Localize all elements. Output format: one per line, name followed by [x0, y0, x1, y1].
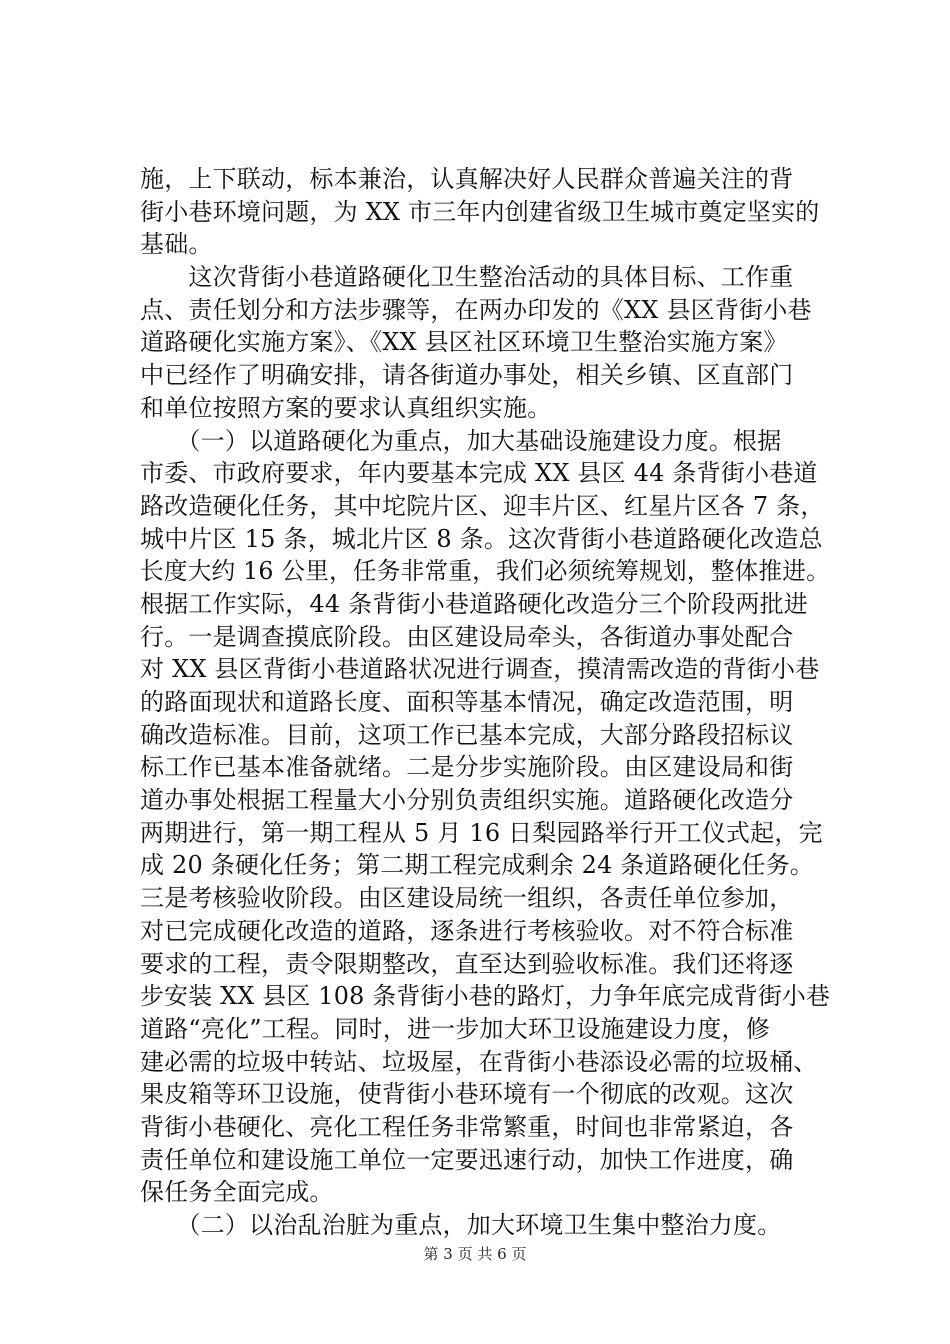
- text-line: 长度大约 16 公里，任务非常重，我们必须统筹规划，整体推进。: [140, 557, 830, 586]
- text-line: 的路面现状和道路长度、面积等基本情况，确定改造范围，明: [140, 688, 794, 716]
- text-line: 和单位按照方案的要求认真组织实施。: [140, 393, 552, 422]
- text-line: 两期进行，第一期工程从 5 月 16 日梨园路举行开工仪式起，完: [140, 818, 823, 847]
- text-line: 行。一是调查摸底阶段。由区建设局牵头，各街道办事处配合: [140, 622, 794, 651]
- text-line: 道办事处根据工程量大小分别负责组织实施。道路硬化改造分: [140, 786, 794, 815]
- text-line: 点、责任划分和方法步骤等，在两办印发的《XX 县区背街小巷: [140, 295, 812, 324]
- text-line: （二）以治乱治脏为重点，加大环境卫生集中整治力度。: [140, 1211, 782, 1239]
- text-line: 城中片区 15 条，城北片区 8 条。这次背街小巷道路硬化改造总: [140, 524, 823, 553]
- text-line: 建必需的垃圾中转站、垃圾屋，在背街小巷添设必需的垃圾桶、: [140, 1047, 818, 1076]
- text-line: 保任务全面完成。: [140, 1178, 334, 1207]
- text-line: 确改造标准。目前，这项工作已基本完成，大部分路段招标议: [140, 720, 794, 749]
- text-line: 街小巷环境问题，为 XX 市三年内创建省级卫生城市奠定坚实的: [140, 197, 820, 226]
- text-line: 责任单位和建设施工单位一定要迅速行动，加快工作进度，确: [140, 1145, 794, 1174]
- text-line: 道路“亮化”工程。同时，进一步加大环卫设施建设力度，修: [140, 1014, 770, 1043]
- text-line: 基础。: [140, 230, 213, 259]
- text-line: 对已完成硬化改造的道路，逐条进行考核验收。对不符合标准: [140, 916, 794, 945]
- text-line: 道路硬化实施方案》、《XX 县区社区环境卫生整治实施方案》: [140, 328, 788, 357]
- body-text: [140, 163, 830, 1242]
- text-line: 根据工作实际，44 条背街小巷道路硬化改造分三个阶段两批进: [140, 589, 808, 618]
- text-line: 要求的工程，责令限期整改，直至达到验收标准。我们还将逐: [140, 949, 794, 978]
- text-line: 步安装 XX 县区 108 条背街小巷的路灯，力争年底完成背街小巷: [140, 982, 831, 1011]
- text-line: 这次背街小巷道路硬化卫生整治活动的具体目标、工作重: [140, 263, 794, 292]
- text-line: 三是考核验收阶段。由区建设局统一组织，各责任单位参加，: [140, 884, 794, 913]
- text-line: 中已经作了明确安排，请各街道办事处，相关乡镇、区直部门: [140, 361, 794, 390]
- text-line: 标工作已基本准备就绪。二是分步实施阶段。由区建设局和街: [140, 753, 794, 782]
- text-line: 果皮箱等环卫设施，使背街小巷环境有一个彻底的改观。这次: [140, 1080, 794, 1109]
- text-line: 对 XX 县区背街小巷道路状况进行调查，摸清需改造的背街小巷: [140, 655, 820, 684]
- text-line: 路改造硬化任务，其中坨院片区、迎丰片区、红星片区各 7 条，: [140, 491, 825, 520]
- text-line: （一）以道路硬化为重点，加大基础设施建设力度。根据: [140, 426, 782, 455]
- text-line: 市委、市政府要求，年内要基本完成 XX 县区 44 条背街小巷道: [140, 459, 818, 488]
- text-line: 施，上下联动，标本兼治，认真解决好人民群众普遍关注的背: [140, 165, 794, 193]
- text-line: 成 20 条硬化任务；第二期工程完成剩余 24 条道路硬化任务。: [140, 851, 814, 880]
- text-line: 背街小巷硬化、亮化工程任务非常繁重，时间也非常紧迫，各: [140, 1112, 794, 1141]
- page-footer: 第 3 页 共 6 页: [423, 1245, 527, 1263]
